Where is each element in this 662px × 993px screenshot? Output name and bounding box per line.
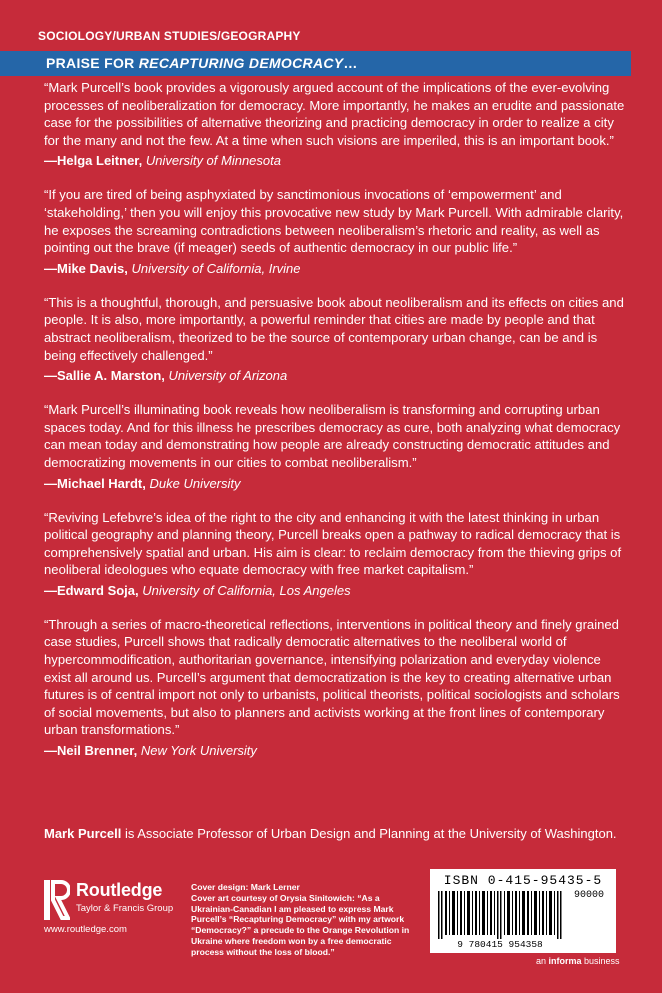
quote-author: —Helga Leitner, xyxy=(44,153,143,169)
quote-institution: New York University xyxy=(140,743,257,759)
informa-suffix: business xyxy=(581,956,620,966)
quote-attribution xyxy=(44,475,628,492)
informa-prefix: an xyxy=(536,956,549,966)
praise-banner xyxy=(0,51,631,76)
barcode-block xyxy=(430,869,616,953)
category-label: SOCIOLOGY/URBAN STUDIES/GEOGRAPHY xyxy=(38,29,301,43)
quote-text: “Reviving Lefebvre’s idea of the right to the city and enhancing it with the latest thinking in urban political geography and planning theory, Purcell breaks open a pathway to radical democracy that is comprehensively spatial and urban. His aim is clear: to reclaim democracy from the thieving grips of neoliberal ideologues who equate democracy with free market capitalism.” xyxy=(44,509,622,578)
price-code: 90000 xyxy=(574,890,605,901)
author-bio xyxy=(44,825,644,842)
praise-heading xyxy=(46,55,358,71)
quote-author: —Mike Davis, xyxy=(44,260,128,276)
quote-attribution xyxy=(44,260,628,277)
praise-suffix: … xyxy=(343,55,358,71)
cover-art-credit: Cover art courtesy of Orysia Sinitowich: “As a Ukrainian-Canadian I am pleased to express Mark Purcell’s “Recapturing Democracy” with my artwork “Democracy?” a precude to the Orange Revolution in Ukraine where freedom won by a free democratic process without the loss of blood.” xyxy=(191,892,410,957)
cover-design-credit: Cover design: Mark Lerner xyxy=(191,882,300,892)
quote-attribution xyxy=(44,582,628,599)
quote-block xyxy=(44,294,628,384)
quote-text: “Mark Purcell’s book provides a vigorously argued account of the implications of the ever-evolving processes of neoliberalization for democracy. More importantly, he makes an erudite and passionate case for the possibilities of alternative theorizing and practicing democracy in order to realize a city for the many and not the few. At a time when such visions are imperiled, this is an important book.” xyxy=(44,80,625,148)
quote-block xyxy=(44,401,628,491)
quote-text: “This is a thoughtful, thorough, and persuasive book about neoliberalism and its effects on cities and people. It is also, more importantly, a powerful reminder that cities are made by people and that abstract neoliberalism, theorized to be the source of contemporary urban change, can be and is being effectively challenged.” xyxy=(44,294,624,363)
quote-author: —Michael Hardt, xyxy=(44,475,146,491)
praise-prefix: PRAISE FOR xyxy=(46,55,139,71)
quote-attribution xyxy=(44,152,628,169)
isbn-label: ISBN 0-415-95435-5 xyxy=(443,873,603,888)
informa-footer xyxy=(536,956,620,966)
informa-brand: informa xyxy=(548,956,582,966)
publisher-name: Routledge xyxy=(76,880,163,900)
publisher-url: www.routledge.com xyxy=(44,924,127,935)
quote-text: “Mark Purcell’s illuminating book reveals how neoliberalism is transforming and corrupting urban spaces today. And for this illness he prescribes democracy as cure, both analyzing what democracy can mean today and demonstrating how people are already constructing democratic attitudes and democratizing movements in our cities to combat neoliberalism.” xyxy=(44,402,621,470)
quote-institution: University of Minnesota xyxy=(145,153,281,169)
quote-text: “If you are tired of being asphyxiated by sanctimonious invocations of ‘empowerment’ and ‘stakeholding,’ then you will enjoy this provocative new study by Mark Purcell. With admirable clarity, he exposes the screaming contradictions between neoliberalism’s rhetoric and reality, as well as pointing out the brave (if meager) seeds of authentic democracy in our public life.” xyxy=(44,187,624,256)
quote-attribution xyxy=(44,367,628,384)
quote-block xyxy=(44,509,628,599)
quote-attribution xyxy=(44,742,628,759)
author-name: Mark Purcell xyxy=(44,826,122,841)
quote-institution: Duke University xyxy=(149,475,241,491)
praise-book-title: RECAPTURING DEMOCRACY xyxy=(138,55,344,71)
quote-author: —Sallie A. Marston, xyxy=(44,368,165,384)
quote-institution: University of Arizona xyxy=(168,368,288,384)
author-bio-text: is Associate Professor of Urban Design and Planning at the University of Washington. xyxy=(121,826,617,841)
quote-text: “Through a series of macro-theoretical reflections, interventions in political theory and finely grained case studies, Purcell shows that radically democratic alternatives to the neoliberal world of hypercommodification, authoritarian governance, intensifying polarization and everyday violence exist all around us. Purcell’s argument that democratization is the key to creating alternative urban futures is of central import not only to urbanists, political theorists, political sociologists and scholars of social movements, but also to planners and activists working at the front lines of contemporary urban transformations.” xyxy=(44,616,620,738)
quote-block xyxy=(44,186,628,276)
routledge-r-logo-icon xyxy=(44,880,70,920)
barcode-icon xyxy=(436,891,570,939)
quote-institution: University of California, Los Angeles xyxy=(142,582,351,598)
quote-block xyxy=(44,616,628,759)
cover-credits xyxy=(191,882,423,958)
quote-block xyxy=(44,79,628,169)
quote-institution: University of California, Irvine xyxy=(131,260,301,276)
ean-number: 9 780415 954358 xyxy=(457,939,543,950)
publisher-subtitle: Taylor & Francis Group xyxy=(76,903,174,914)
quotes-section xyxy=(44,79,628,776)
quote-author: —Edward Soja, xyxy=(44,582,139,598)
quote-author: —Neil Brenner, xyxy=(44,743,138,759)
